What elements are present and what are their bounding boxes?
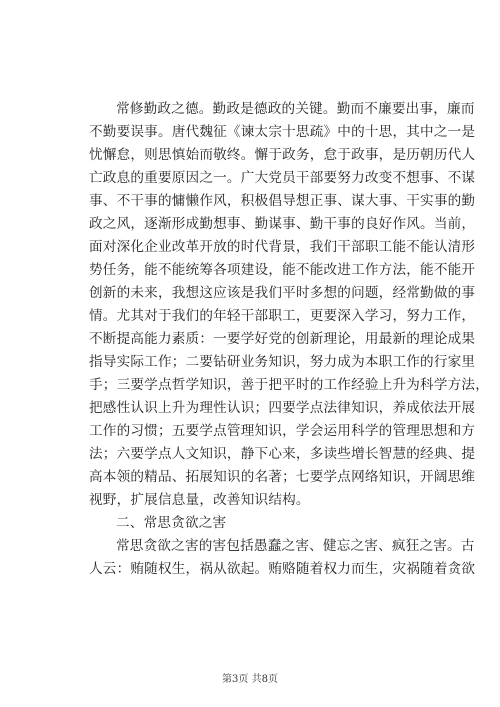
text-line: 手；三要学点哲学知识，善于把平时的工作经验上升为科学方法， (89, 377, 490, 393)
text-line: 不勤要误事。唐代魏征《谏太宗十思疏》中的十思，其中之一是 (89, 124, 476, 140)
text-line: 创新的未来，我想这应该是我们平时多想的问题，经常勤做的事 (89, 285, 476, 301)
text-line: 常思贪欲之害的害包括愚蠢之害、健忘之害、疯狂之害。古 (116, 538, 475, 554)
text-line: 人云：贿随权生，祸从欲起。贿赂随着权力而生，灾祸随着贪欲 (89, 561, 476, 577)
text-line: 指导实际工作；二要钻研业务知识，努力成为本职工作的行家里 (89, 354, 476, 370)
text-line: 忧懈怠，则思慎始而敬终。懈于政务，怠于政事，是历朝历代人 (89, 147, 476, 163)
text-line: 把感性认识上升为理性认识；四要学点法律知识，养成依法开展 (89, 400, 476, 416)
text-line: 面对深化企业改革开放的时代背景，我们干部职工能不能认清形 (89, 239, 476, 255)
text-line: 情。尤其对于我们的年轻干部职工，更要深入学习，努力工作， (89, 308, 476, 324)
page-number: 第3页 共8页 (222, 674, 278, 685)
text-line: 常修勤政之德。勤政是德政的关键。勤而不廉要出事，廉而 (116, 101, 475, 117)
section-heading: 二、常思贪欲之害 (116, 515, 227, 531)
text-line: 事、不干事的慵懒作风，积极倡导想正事、谋大事、干实事的勤 (89, 193, 476, 209)
text-line: 视野，扩展信息量，改善知识结构。 (89, 492, 310, 508)
text-line: 高本领的精品、拓展知识的名著；七要学点网络知识，开阔思维 (89, 469, 476, 485)
text-line: 政之风，逐渐形成勤想事、勤谋事、勤干事的良好作风。当前， (89, 216, 476, 232)
text-line: 不断提高能力素质：一要学好党的创新理论，用最新的理论成果 (89, 331, 476, 347)
text-line: 亡政息的重要原因之一。广大党员干部要努力改变不想事、不谋 (89, 170, 476, 186)
text-line: 法；六要学点人文知识，静下心来，多读些增长智慧的经典、提 (89, 446, 476, 462)
text-line: 势任务，能不能统筹各项建设，能不能改进工作方法，能不能开 (89, 262, 476, 278)
text-line: 工作的习惯；五要学点管理知识，学会运用科学的管理思想和方 (89, 423, 476, 439)
